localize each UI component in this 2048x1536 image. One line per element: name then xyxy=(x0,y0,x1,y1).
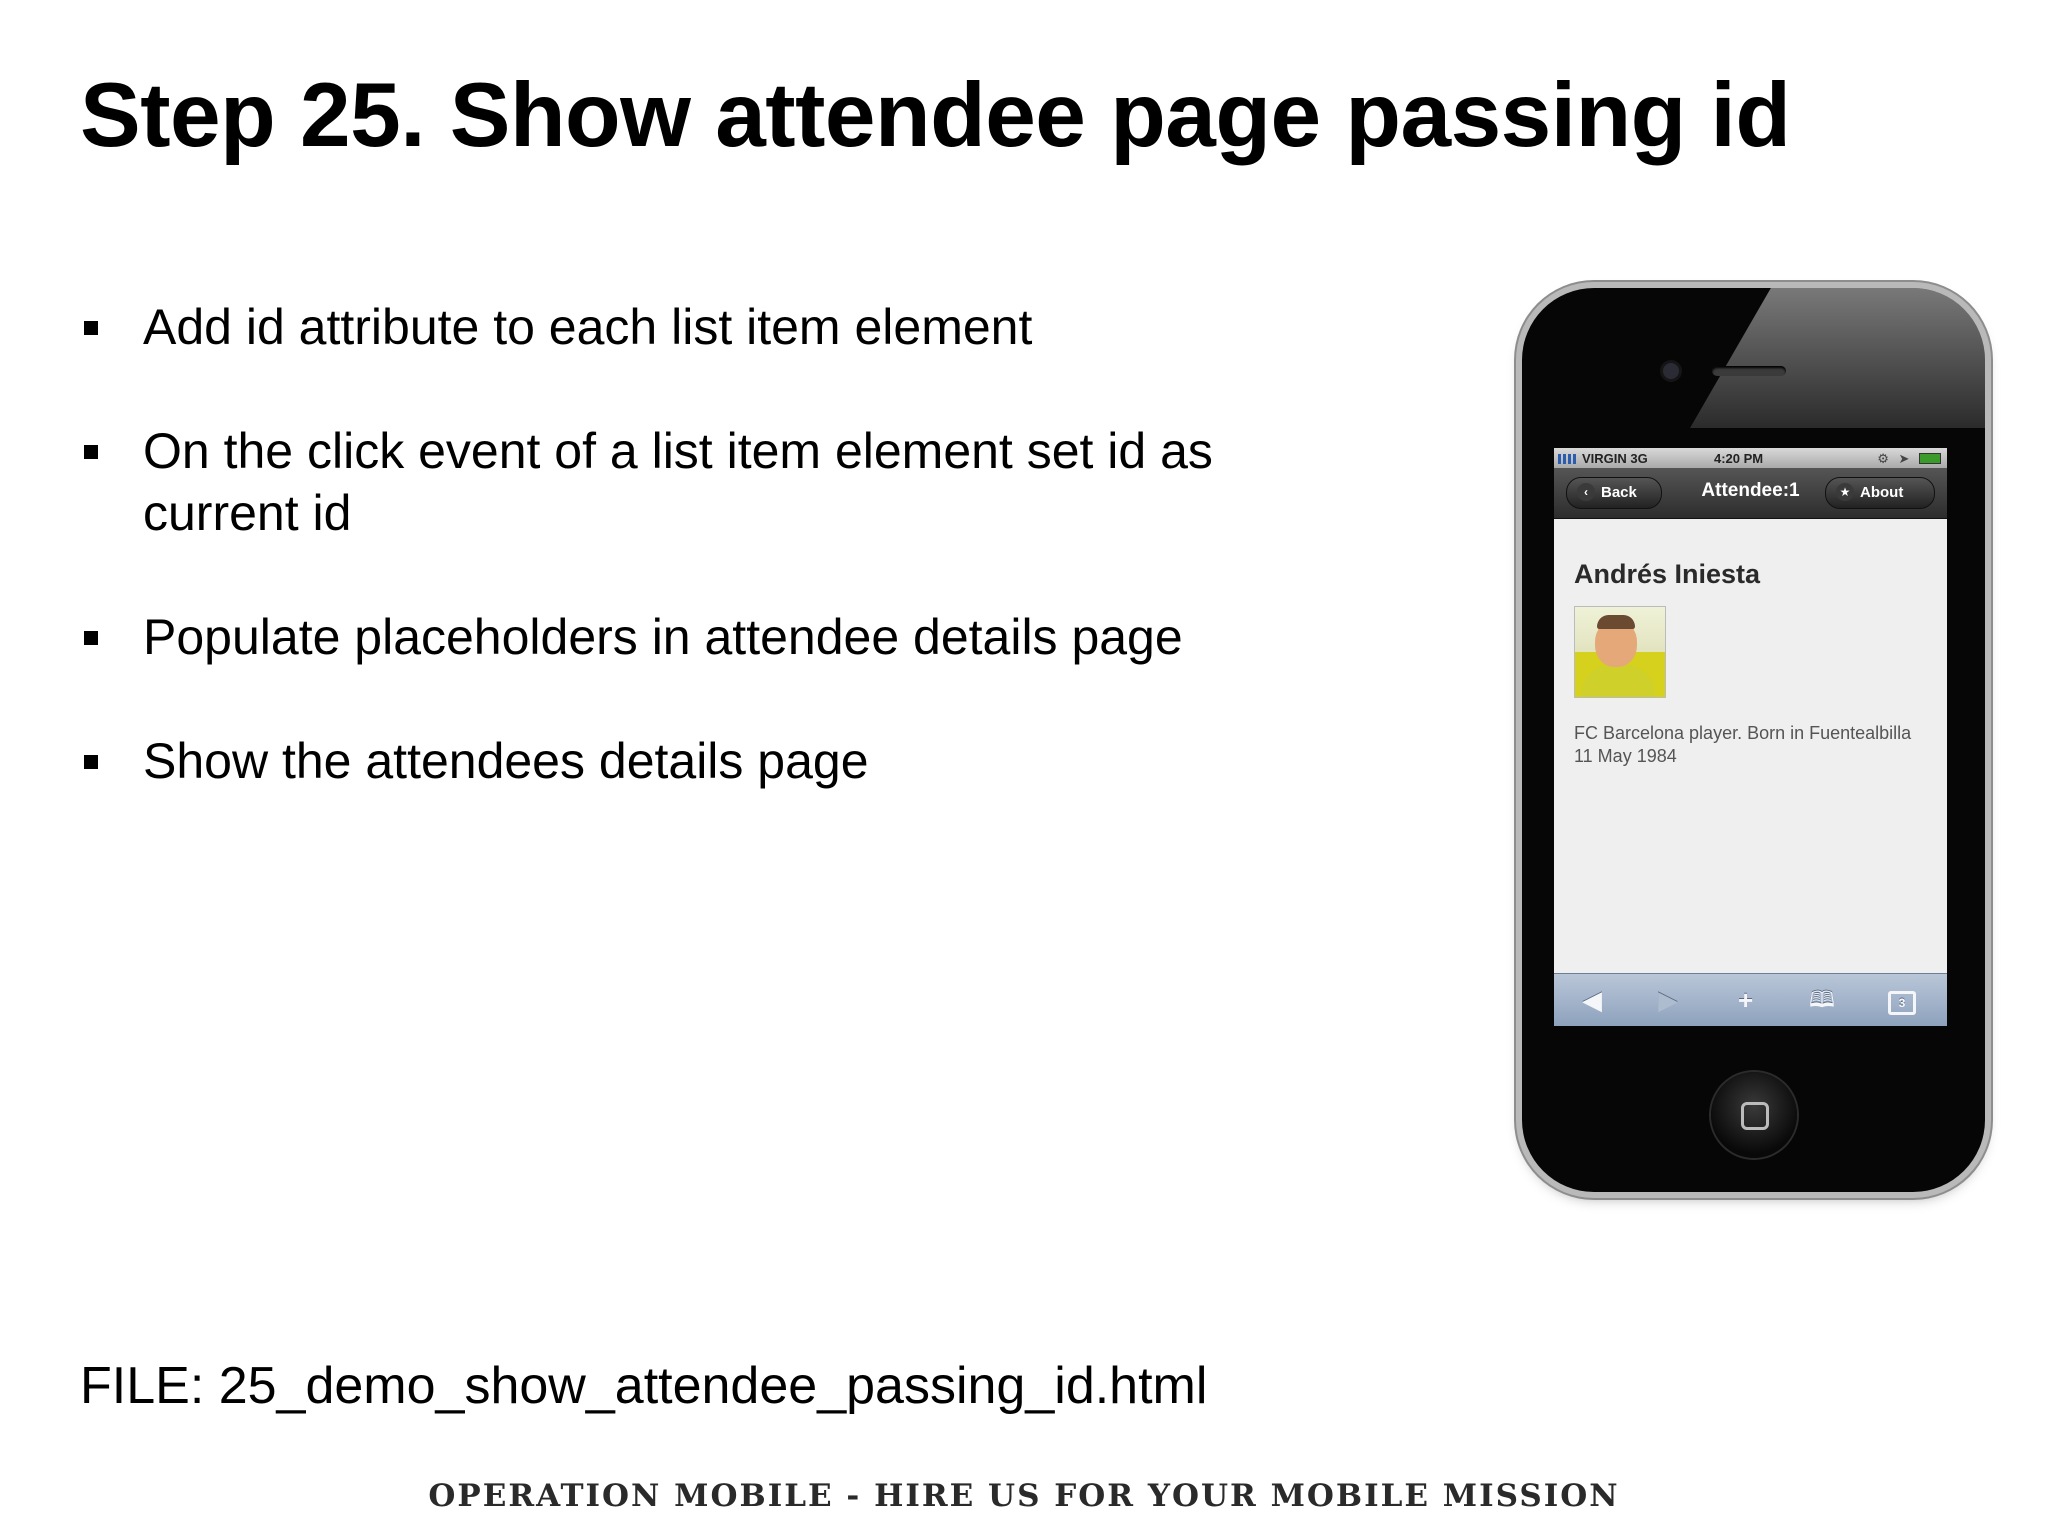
bookmarks-icon[interactable]: 🕮 xyxy=(1809,987,1835,1012)
home-square-icon xyxy=(1741,1102,1769,1130)
bullet-text: Add id attribute to each list item element xyxy=(143,299,1033,355)
home-button-icon[interactable] xyxy=(1711,1072,1797,1158)
phone-mockup xyxy=(1522,288,1985,1192)
camera-icon xyxy=(1663,363,1679,379)
glass-reflection xyxy=(1690,288,1985,428)
bullet-text: On the click event of a list item element set id as current id xyxy=(143,423,1213,541)
footer-tagline: OPERATION MOBILE - HIRE US FOR YOUR MOBILE MISSION xyxy=(428,1478,1620,1514)
carrier-name: VIRGIN 3G xyxy=(1582,451,1648,466)
bullet-item xyxy=(80,606,1310,668)
phone-screen xyxy=(1554,448,1947,1026)
browser-toolbar xyxy=(1554,973,1947,1026)
status-bar xyxy=(1554,448,1947,468)
battery-icon xyxy=(1919,453,1941,464)
about-label: About xyxy=(1860,484,1904,501)
bullet-list xyxy=(80,296,1310,854)
attendee-details xyxy=(1554,519,1947,768)
bullet-square-icon xyxy=(84,631,98,645)
attendee-name: Andrés Iniesta xyxy=(1574,559,1761,589)
speaker-grille xyxy=(1712,366,1786,376)
browser-back-icon[interactable]: ◀ xyxy=(1582,985,1602,1015)
status-icons: ⚙ ➤ xyxy=(1877,451,1941,467)
page-title: Attendee:1 xyxy=(1701,480,1800,501)
bullet-item xyxy=(80,420,1310,544)
bullet-square-icon xyxy=(84,445,98,459)
signal-icon xyxy=(1558,454,1578,464)
add-bookmark-icon[interactable]: + xyxy=(1738,985,1754,1015)
back-button[interactable] xyxy=(1566,477,1662,509)
back-label: Back xyxy=(1601,484,1637,501)
browser-forward-icon[interactable]: ▶ xyxy=(1658,985,1678,1015)
star-icon: ★ xyxy=(1836,483,1854,501)
attendee-bio: FC Barcelona player. Born in Fuentealbilla 11 May 1984 xyxy=(1574,723,1912,766)
slide-title: Step 25. Show attendee page passing id xyxy=(80,65,1791,166)
bullet-text: Populate placeholders in attendee details page xyxy=(143,609,1183,665)
photo-hair xyxy=(1597,615,1635,629)
bullet-item xyxy=(80,296,1310,358)
tabs-icon[interactable]: 3 xyxy=(1888,991,1916,1015)
bullet-square-icon xyxy=(84,321,98,335)
about-button[interactable] xyxy=(1825,477,1935,509)
file-name: FILE: 25_demo_show_attendee_passing_id.html xyxy=(80,1357,1208,1415)
status-time: 4:20 PM xyxy=(1714,451,1764,466)
header-bar xyxy=(1554,468,1947,519)
attendee-photo xyxy=(1574,606,1666,698)
carrier xyxy=(1558,451,1648,466)
bullet-square-icon xyxy=(84,755,98,769)
bullet-item xyxy=(80,730,1310,792)
chevron-left-icon: ‹ xyxy=(1577,483,1595,501)
bullet-text: Show the attendees details page xyxy=(143,733,869,789)
